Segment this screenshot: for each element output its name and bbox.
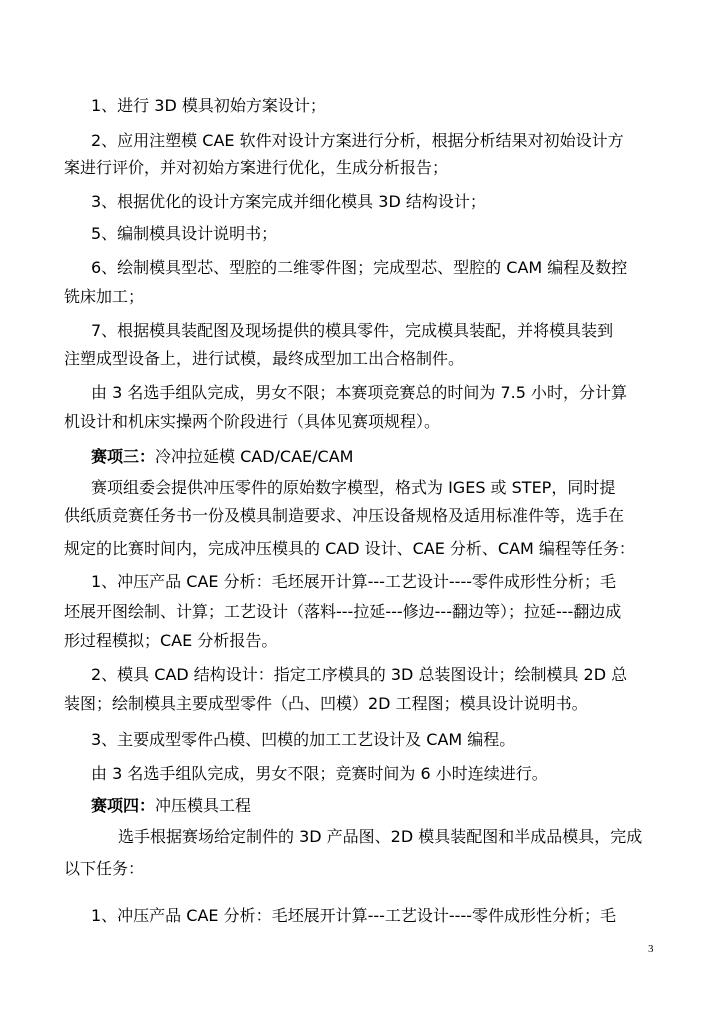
paragraph-line: 2、模具 CAD 结构设计：指定工序模具的 3D 总装图设计；绘制模具 2D 总 — [91, 665, 628, 684]
paragraph-line: 案进行评价，并对初始方案进行优化，生成分析报告； — [64, 158, 449, 177]
section-title: 冷冲拉延模 CAD/CAE/CAM — [155, 447, 354, 466]
paragraph-line: 注塑成型设备上，进行试模，最终成型加工出合格制件。 — [64, 349, 465, 368]
section-heading-4 — [91, 795, 251, 817]
paragraph-line: 赛项组委会提供冲压零件的原始数字模型，格式为 IGES 或 STEP，同时提 — [91, 478, 616, 497]
paragraph-line: 1、冲压产品 CAE 分析：毛坯展开计算---工艺设计----零件成形性分析；毛 — [91, 572, 616, 591]
paragraph-line: 供纸质竞赛任务书一份及模具制造要求、冲压设备规格及适用标准件等，选手在 — [64, 506, 625, 525]
paragraph-line: 6、绘制模具型芯、型腔的二维零件图；完成型芯、型腔的 CAM 编程及数控 — [91, 258, 628, 277]
section-label: 赛项四： — [91, 796, 156, 815]
paragraph-line: 2、应用注塑模 CAE 软件对设计方案进行分析，根据分析结果对初始设计方 — [91, 131, 624, 150]
section-heading-3 — [91, 446, 353, 468]
paragraph-line: 形过程模拟；CAE 分析报告。 — [64, 631, 278, 650]
page-number: 3 — [648, 943, 654, 955]
paragraph-line: 规定的比赛时间内，完成冲压模具的 CAD 设计、CAE 分析、CAM 编程等任务： — [64, 539, 635, 558]
section-label: 赛项三： — [91, 447, 156, 466]
paragraph-line: 1、冲压产品 CAE 分析：毛坯展开计算---工艺设计----零件成形性分析；毛 — [91, 906, 616, 925]
paragraph-line: 坯展开图绘制、计算；工艺设计（落料---拉延---修边---翻边等）；拉延---翻边成 — [64, 602, 622, 621]
paragraph-line: 装图；绘制模具主要成型零件（凸、凹模）2D 工程图；模具设计说明书。 — [64, 694, 588, 713]
section-title: 冲压模具工程 — [155, 796, 252, 815]
paragraph-line: 由 3 名选手组队完成，男女不限；竞赛时间为 6 小时连续进行。 — [91, 764, 548, 783]
paragraph-line: 机设计和机床实操两个阶段进行（具体见赛项规程）。 — [64, 412, 441, 431]
paragraph-line: 7、根据模具装配图及现场提供的模具零件，完成模具装配，并将模具装到 — [91, 321, 614, 340]
paragraph-line: 由 3 名选手组队完成，男女不限；本赛项竞赛总的时间为 7.5 小时，分计算 — [91, 383, 627, 402]
paragraph-line: 5、编制模具设计说明书； — [91, 224, 278, 243]
paragraph-line: 选手根据赛场给定制件的 3D 产品图、2D 模具装配图和半成品模具，完成 — [118, 827, 643, 846]
paragraph-line: 1、进行 3D 模具初始方案设计； — [91, 96, 326, 115]
paragraph-line: 3、根据优化的设计方案完成并细化模具 3D 结构设计； — [91, 192, 486, 211]
paragraph-line: 3、主要成型零件凸模、凹模的加工工艺设计及 CAM 编程。 — [91, 730, 516, 749]
paragraph-line: 铣床加工； — [64, 287, 145, 306]
paragraph-line: 以下任务： — [64, 859, 145, 878]
